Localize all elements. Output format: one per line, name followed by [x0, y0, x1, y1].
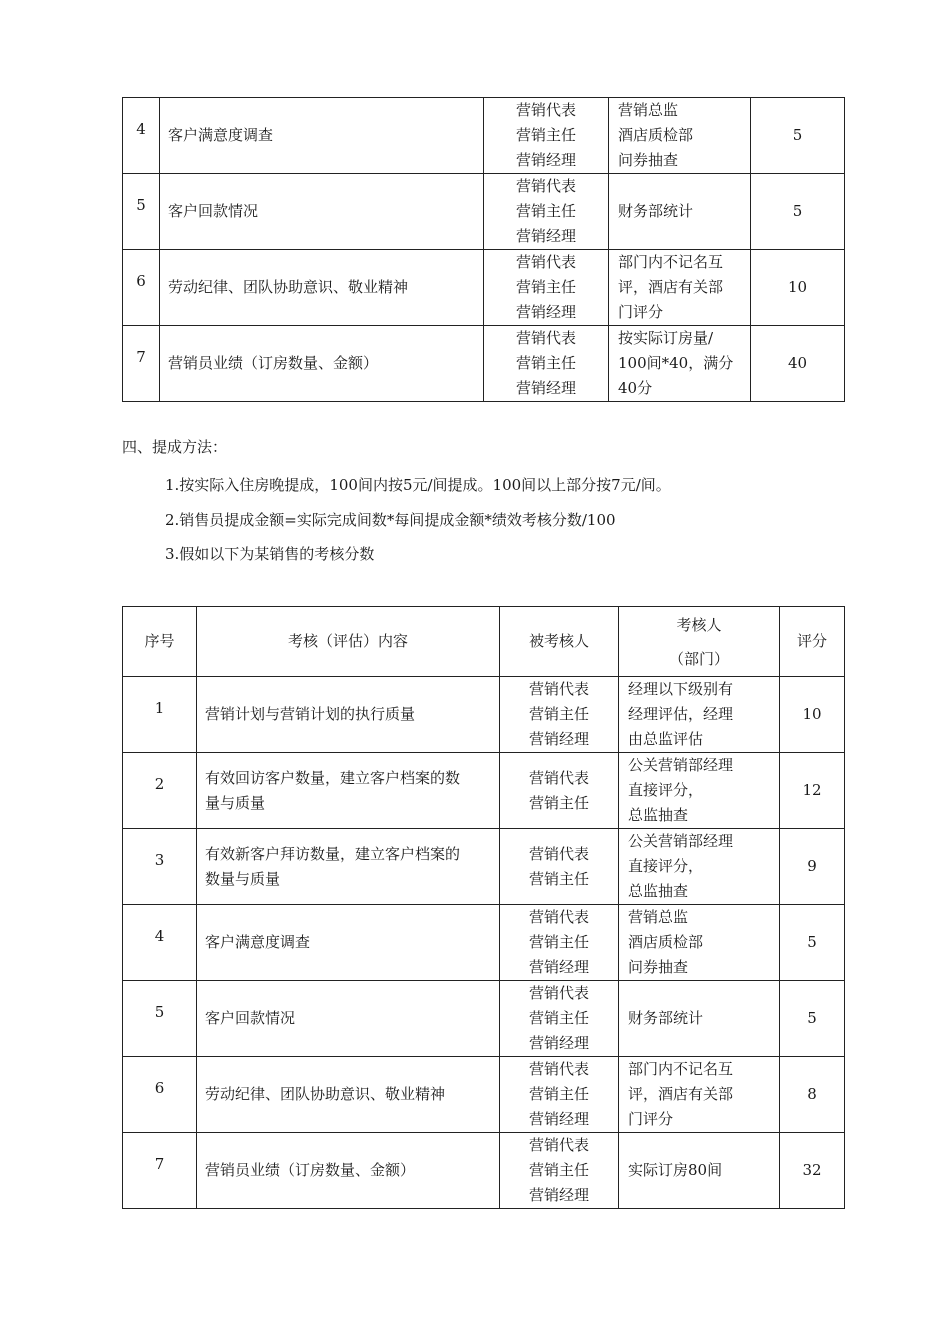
cell-line: 营销代表 — [528, 1136, 589, 1154]
cell-line: 经理以下级别有 — [628, 680, 734, 698]
assessment-content — [197, 1133, 500, 1209]
assessee — [500, 1057, 619, 1133]
assessment-content — [160, 98, 484, 174]
row-number-text: 5 — [136, 196, 146, 215]
cell-line: 评，酒店有关部 — [628, 1085, 734, 1103]
assessor — [619, 905, 780, 981]
cell-line: 100间*40，满分 — [618, 354, 734, 372]
cell-line: 直接评分， — [628, 857, 704, 875]
assessor — [619, 981, 780, 1057]
assessor — [609, 174, 751, 250]
assessment-content — [160, 174, 484, 250]
cell-line: 部门内不记名互 — [618, 253, 724, 271]
cell-line: 营销主任 — [528, 1085, 589, 1103]
row-number — [123, 981, 197, 1057]
assessment-content — [197, 677, 500, 753]
cell-line: 营销代表 — [515, 329, 576, 347]
cell-line: 公关营销部经理 — [628, 832, 734, 850]
table-header-row — [123, 607, 845, 677]
score: 40 — [751, 326, 845, 402]
assessor — [619, 1133, 780, 1209]
cell-line: 由总监评估 — [628, 730, 704, 748]
cell-line: 营销经理 — [528, 958, 589, 976]
table-row — [123, 326, 845, 402]
assessee — [484, 98, 609, 174]
row-number — [123, 677, 197, 753]
cell-line: 问券抽查 — [628, 958, 689, 976]
score: 8 — [780, 1057, 845, 1133]
row-number-text: 3 — [154, 851, 165, 870]
header-assessee: 被考核人 — [500, 607, 619, 677]
table-row — [123, 174, 845, 250]
table-row — [123, 829, 845, 905]
score: 5 — [751, 174, 845, 250]
cell-line: 有效回访客户数量，建立客户档案的数 — [205, 768, 461, 787]
cell-line: 劳动纪律、团队协助意识、敬业精神 — [168, 278, 409, 296]
header-content: 考核（评估）内容 — [197, 607, 500, 677]
cell-line: 门评分 — [628, 1110, 674, 1128]
assessee — [500, 677, 619, 753]
cell-line: 营销计划与营销计划的执行质量 — [205, 705, 416, 723]
row-number — [123, 829, 197, 905]
assessor — [609, 326, 751, 402]
cell-line: 营销经理 — [528, 730, 589, 748]
cell-line: 量与质量 — [205, 793, 266, 812]
cell-line: 公关营销部经理 — [628, 756, 734, 774]
cell-line: 营销主任 — [515, 202, 576, 220]
cell-line: 营销经理 — [528, 1034, 589, 1052]
cell-line: 评，酒店有关部 — [618, 278, 724, 296]
cell-line: 营销经理 — [515, 379, 576, 397]
cell-line: 营销经理 — [528, 1110, 589, 1128]
cell-line: 直接评分， — [628, 781, 704, 799]
cell-line: 营销主任 — [515, 278, 576, 296]
assessor — [619, 1057, 780, 1133]
table-row — [123, 1133, 845, 1209]
assessment-table-continued — [122, 97, 845, 402]
cell-line: 营销员业绩（订房数量、金额） — [205, 1161, 416, 1179]
assessor — [619, 677, 780, 753]
row-number — [123, 1057, 197, 1133]
cell-line: 营销经理 — [515, 227, 576, 245]
row-number-text: 6 — [154, 1079, 165, 1098]
score: 5 — [780, 981, 845, 1057]
cell-line: 营销主任 — [515, 354, 576, 372]
assessee — [484, 326, 609, 402]
assessment-content — [197, 981, 500, 1057]
cell-line: 营销代表 — [528, 680, 589, 698]
header-no: 序号 — [123, 607, 197, 677]
cell-line: 门评分 — [618, 303, 664, 321]
header-assessor — [619, 607, 780, 677]
score: 9 — [780, 829, 845, 905]
assessee — [500, 829, 619, 905]
row-number — [123, 1133, 197, 1209]
cell-line: 经理评估，经理 — [628, 705, 734, 723]
table-row — [123, 98, 845, 174]
row-number-text: 7 — [154, 1155, 165, 1174]
score: 32 — [780, 1133, 845, 1209]
cell-line: 有效新客户拜访数量，建立客户档案的 — [205, 844, 461, 863]
cell-line: 酒店质检部 — [628, 933, 704, 951]
cell-line: 部门内不记名互 — [628, 1060, 734, 1078]
cell-line: 客户满意度调查 — [168, 126, 274, 144]
row-number — [123, 250, 160, 326]
assessee — [500, 1133, 619, 1209]
table-body-top — [123, 98, 845, 402]
cell-line: 问券抽查 — [618, 151, 679, 169]
cell-line: 客户回款情况 — [168, 202, 259, 220]
assessor — [619, 753, 780, 829]
assessment-content — [160, 250, 484, 326]
assessor — [609, 250, 751, 326]
score: 10 — [751, 250, 845, 326]
row-number — [123, 98, 160, 174]
row-number — [123, 753, 197, 829]
cell-line: 营销主任 — [528, 933, 589, 951]
method-item-2: 2.销售员提成金额=实际完成间数*每间提成金额*绩效考核分数/100 — [165, 511, 616, 529]
cell-line: 营销总监 — [618, 101, 679, 119]
cell-line: 按实际订房量/ — [618, 329, 714, 347]
table-row — [123, 250, 845, 326]
row-number-text: 5 — [154, 1003, 165, 1022]
header-assessor-line2: （部门） — [668, 649, 729, 668]
row-number-text: 4 — [154, 927, 165, 946]
cell-line: 营销代表 — [528, 908, 589, 926]
row-number — [123, 905, 197, 981]
assessee — [500, 905, 619, 981]
cell-line: 营销主任 — [528, 793, 589, 812]
cell-line: 营销经理 — [515, 151, 576, 169]
row-number — [123, 174, 160, 250]
cell-line: 营销代表 — [528, 984, 589, 1002]
table-row — [123, 677, 845, 753]
cell-line: 营销代表 — [515, 101, 576, 119]
sample-score-table — [122, 606, 845, 1209]
row-number-text: 1 — [154, 699, 165, 718]
cell-line: 营销主任 — [528, 705, 589, 723]
assessment-content — [197, 753, 500, 829]
cell-line: 数量与质量 — [205, 869, 281, 888]
table-row — [123, 905, 845, 981]
cell-line: 实际订房80间 — [628, 1161, 723, 1179]
cell-line: 酒店质检部 — [618, 126, 694, 144]
cell-line: 营销经理 — [515, 303, 576, 321]
assessee — [484, 174, 609, 250]
row-number-text: 7 — [136, 348, 146, 367]
cell-line: 营销代表 — [515, 253, 576, 271]
score: 10 — [780, 677, 845, 753]
score: 5 — [780, 905, 845, 981]
cell-line: 劳动纪律、团队协助意识、敬业精神 — [205, 1085, 446, 1103]
cell-line: 营销主任 — [528, 869, 589, 888]
cell-line: 总监抽查 — [628, 806, 689, 824]
table-body-bottom — [123, 677, 845, 1209]
cell-line: 40分 — [618, 379, 653, 397]
assessment-content — [197, 1057, 500, 1133]
cell-line: 财务部统计 — [628, 1009, 704, 1027]
assessment-content — [160, 326, 484, 402]
header-assessor-line1: 考核人 — [676, 615, 722, 634]
cell-line: 营销主任 — [528, 1161, 589, 1179]
assessee — [500, 981, 619, 1057]
assessee — [500, 753, 619, 829]
cell-line: 营销代表 — [528, 1060, 589, 1078]
row-number-text: 4 — [136, 120, 146, 139]
score: 12 — [780, 753, 845, 829]
method-item-3: 3.假如以下为某销售的考核分数 — [165, 545, 375, 563]
cell-line: 营销员业绩（订房数量、金额） — [168, 354, 379, 372]
score: 5 — [751, 98, 845, 174]
assessor — [619, 829, 780, 905]
row-number — [123, 326, 160, 402]
cell-line: 客户回款情况 — [205, 1009, 296, 1027]
cell-line: 客户满意度调查 — [205, 933, 311, 951]
cell-line: 营销主任 — [528, 1009, 589, 1027]
cell-line: 营销总监 — [628, 908, 689, 926]
cell-line: 营销代表 — [515, 177, 576, 195]
cell-line: 营销代表 — [528, 768, 589, 787]
cell-line: 营销代表 — [528, 844, 589, 863]
table-row — [123, 753, 845, 829]
method-item-1: 1.按实际入住房晚提成，100间内按5元/间提成。100间以上部分按7元/间。 — [165, 476, 671, 494]
row-number-text: 6 — [136, 272, 146, 291]
header-score: 评分 — [780, 607, 845, 677]
cell-line: 总监抽查 — [628, 882, 689, 900]
cell-line: 营销主任 — [515, 126, 576, 144]
assessor — [609, 98, 751, 174]
cell-line: 营销经理 — [528, 1186, 589, 1204]
table-row — [123, 1057, 845, 1133]
section-heading: 四、提成方法： — [122, 438, 228, 456]
table-row — [123, 981, 845, 1057]
cell-line: 财务部统计 — [618, 202, 694, 220]
assessee — [484, 250, 609, 326]
assessment-content — [197, 905, 500, 981]
assessment-content — [197, 829, 500, 905]
row-number-text: 2 — [154, 775, 165, 794]
